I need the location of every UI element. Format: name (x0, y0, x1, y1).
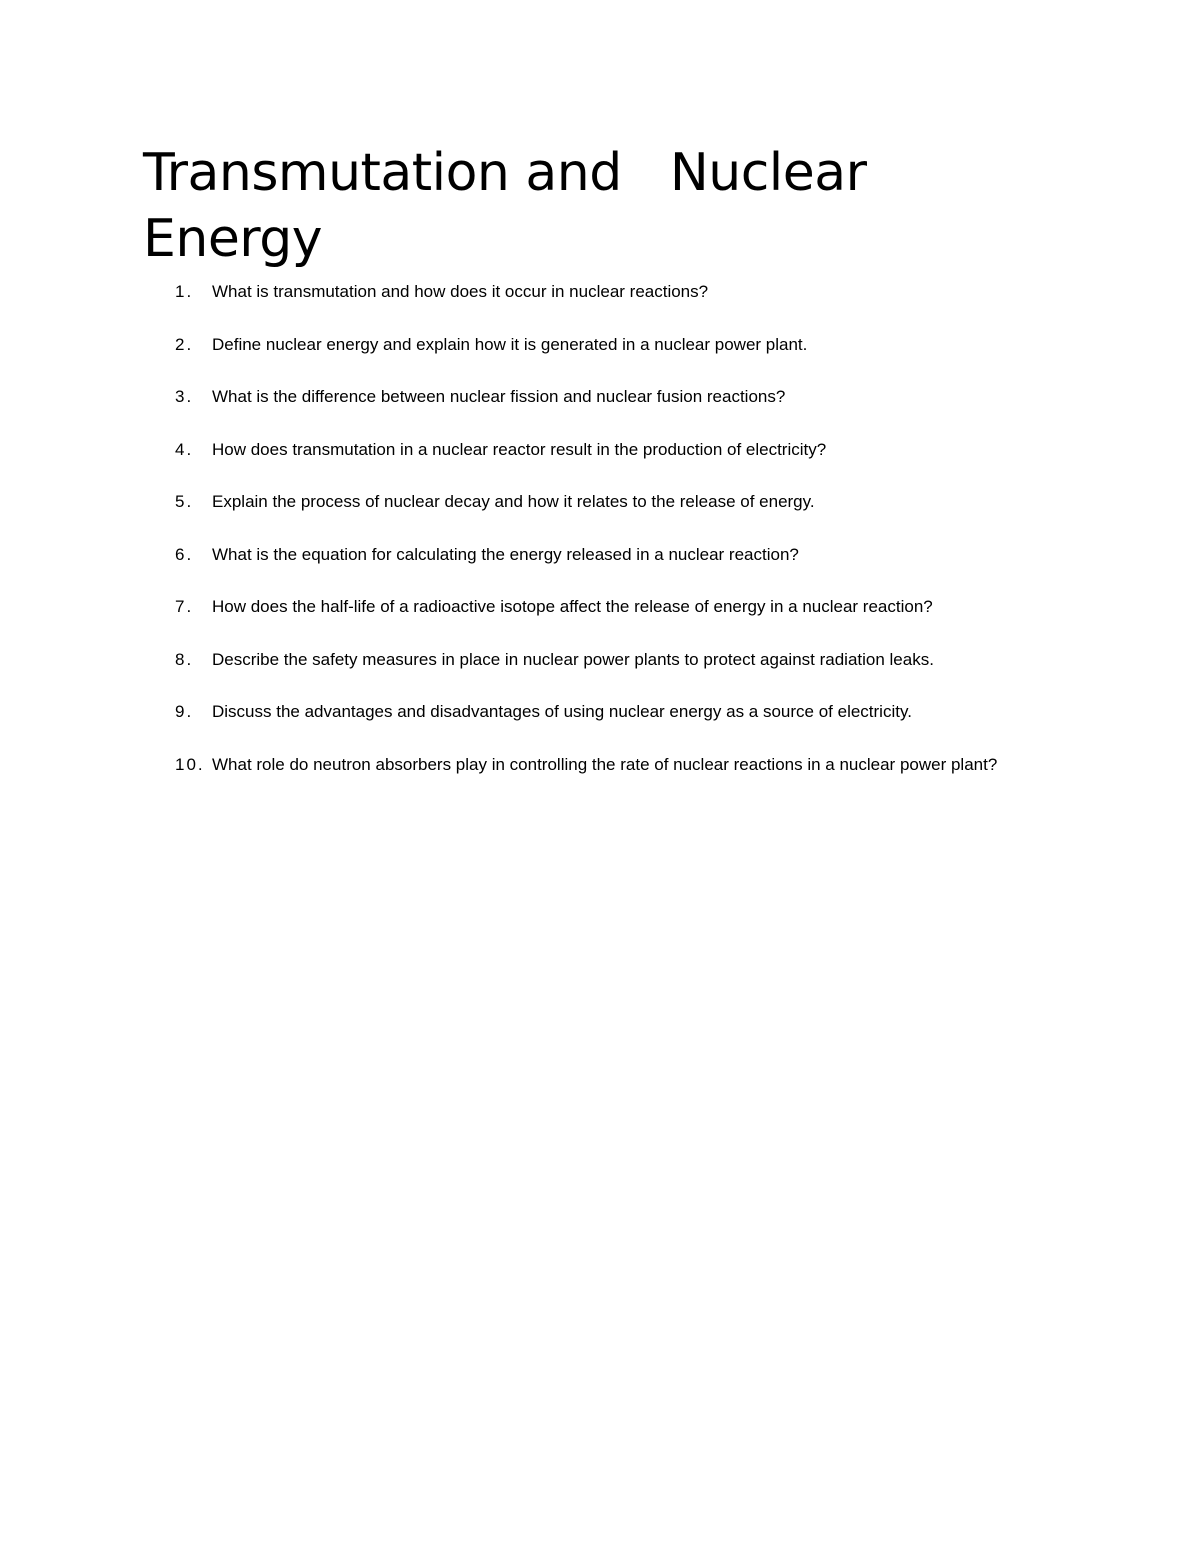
question-text: Describe the safety measures in place in nuclear power plants to protect against radiation leaks. (212, 649, 934, 669)
question-number: 8. (175, 649, 194, 669)
question-item (0, 581, 1072, 634)
question-text: Discuss the advantages and disadvantages of using nuclear energy as a source of electricity. (212, 702, 912, 721)
question-text: What is the difference between nuclear fission and nuclear fusion reactions? (212, 387, 786, 406)
question-number: 4. (175, 439, 194, 459)
question-item (0, 634, 1072, 687)
question-number: 6. (175, 544, 194, 564)
question-number: 1. (175, 282, 194, 301)
question-text: How does transmutation in a nuclear reactor result in the production of electricity? (212, 439, 827, 459)
question-item (0, 424, 1072, 477)
question-number: 5. (175, 492, 194, 511)
document-title: Transmutation and Nuclear Energy (143, 143, 883, 269)
question-number: 3. (175, 387, 194, 406)
question-list (0, 266, 1200, 791)
question-number: 9. (175, 702, 194, 721)
question-number: 7. (175, 597, 194, 616)
question-item (0, 476, 1072, 529)
question-text: How does the half-life of a radioactive isotope affect the release of energy in a nuclear reaction? (212, 597, 933, 616)
question-number: 2. (175, 334, 194, 354)
question-item (0, 739, 1072, 792)
question-text: Define nuclear energy and explain how it is generated in a nuclear power plant. (212, 334, 808, 354)
question-item (0, 371, 1072, 424)
question-item (0, 266, 1072, 319)
question-text: What is the equation for calculating the energy released in a nuclear reaction? (212, 544, 799, 564)
question-text: What is transmutation and how does it occur in nuclear reactions? (212, 282, 709, 301)
question-number: 10. (175, 754, 205, 774)
question-text: Explain the process of nuclear decay and how it relates to the release of energy. (212, 492, 815, 511)
question-item (0, 319, 1072, 372)
question-item (0, 686, 1072, 739)
question-text: What role do neutron absorbers play in controlling the rate of nuclear reactions in a nuclear power plant? (212, 754, 998, 774)
question-item (0, 529, 1072, 582)
